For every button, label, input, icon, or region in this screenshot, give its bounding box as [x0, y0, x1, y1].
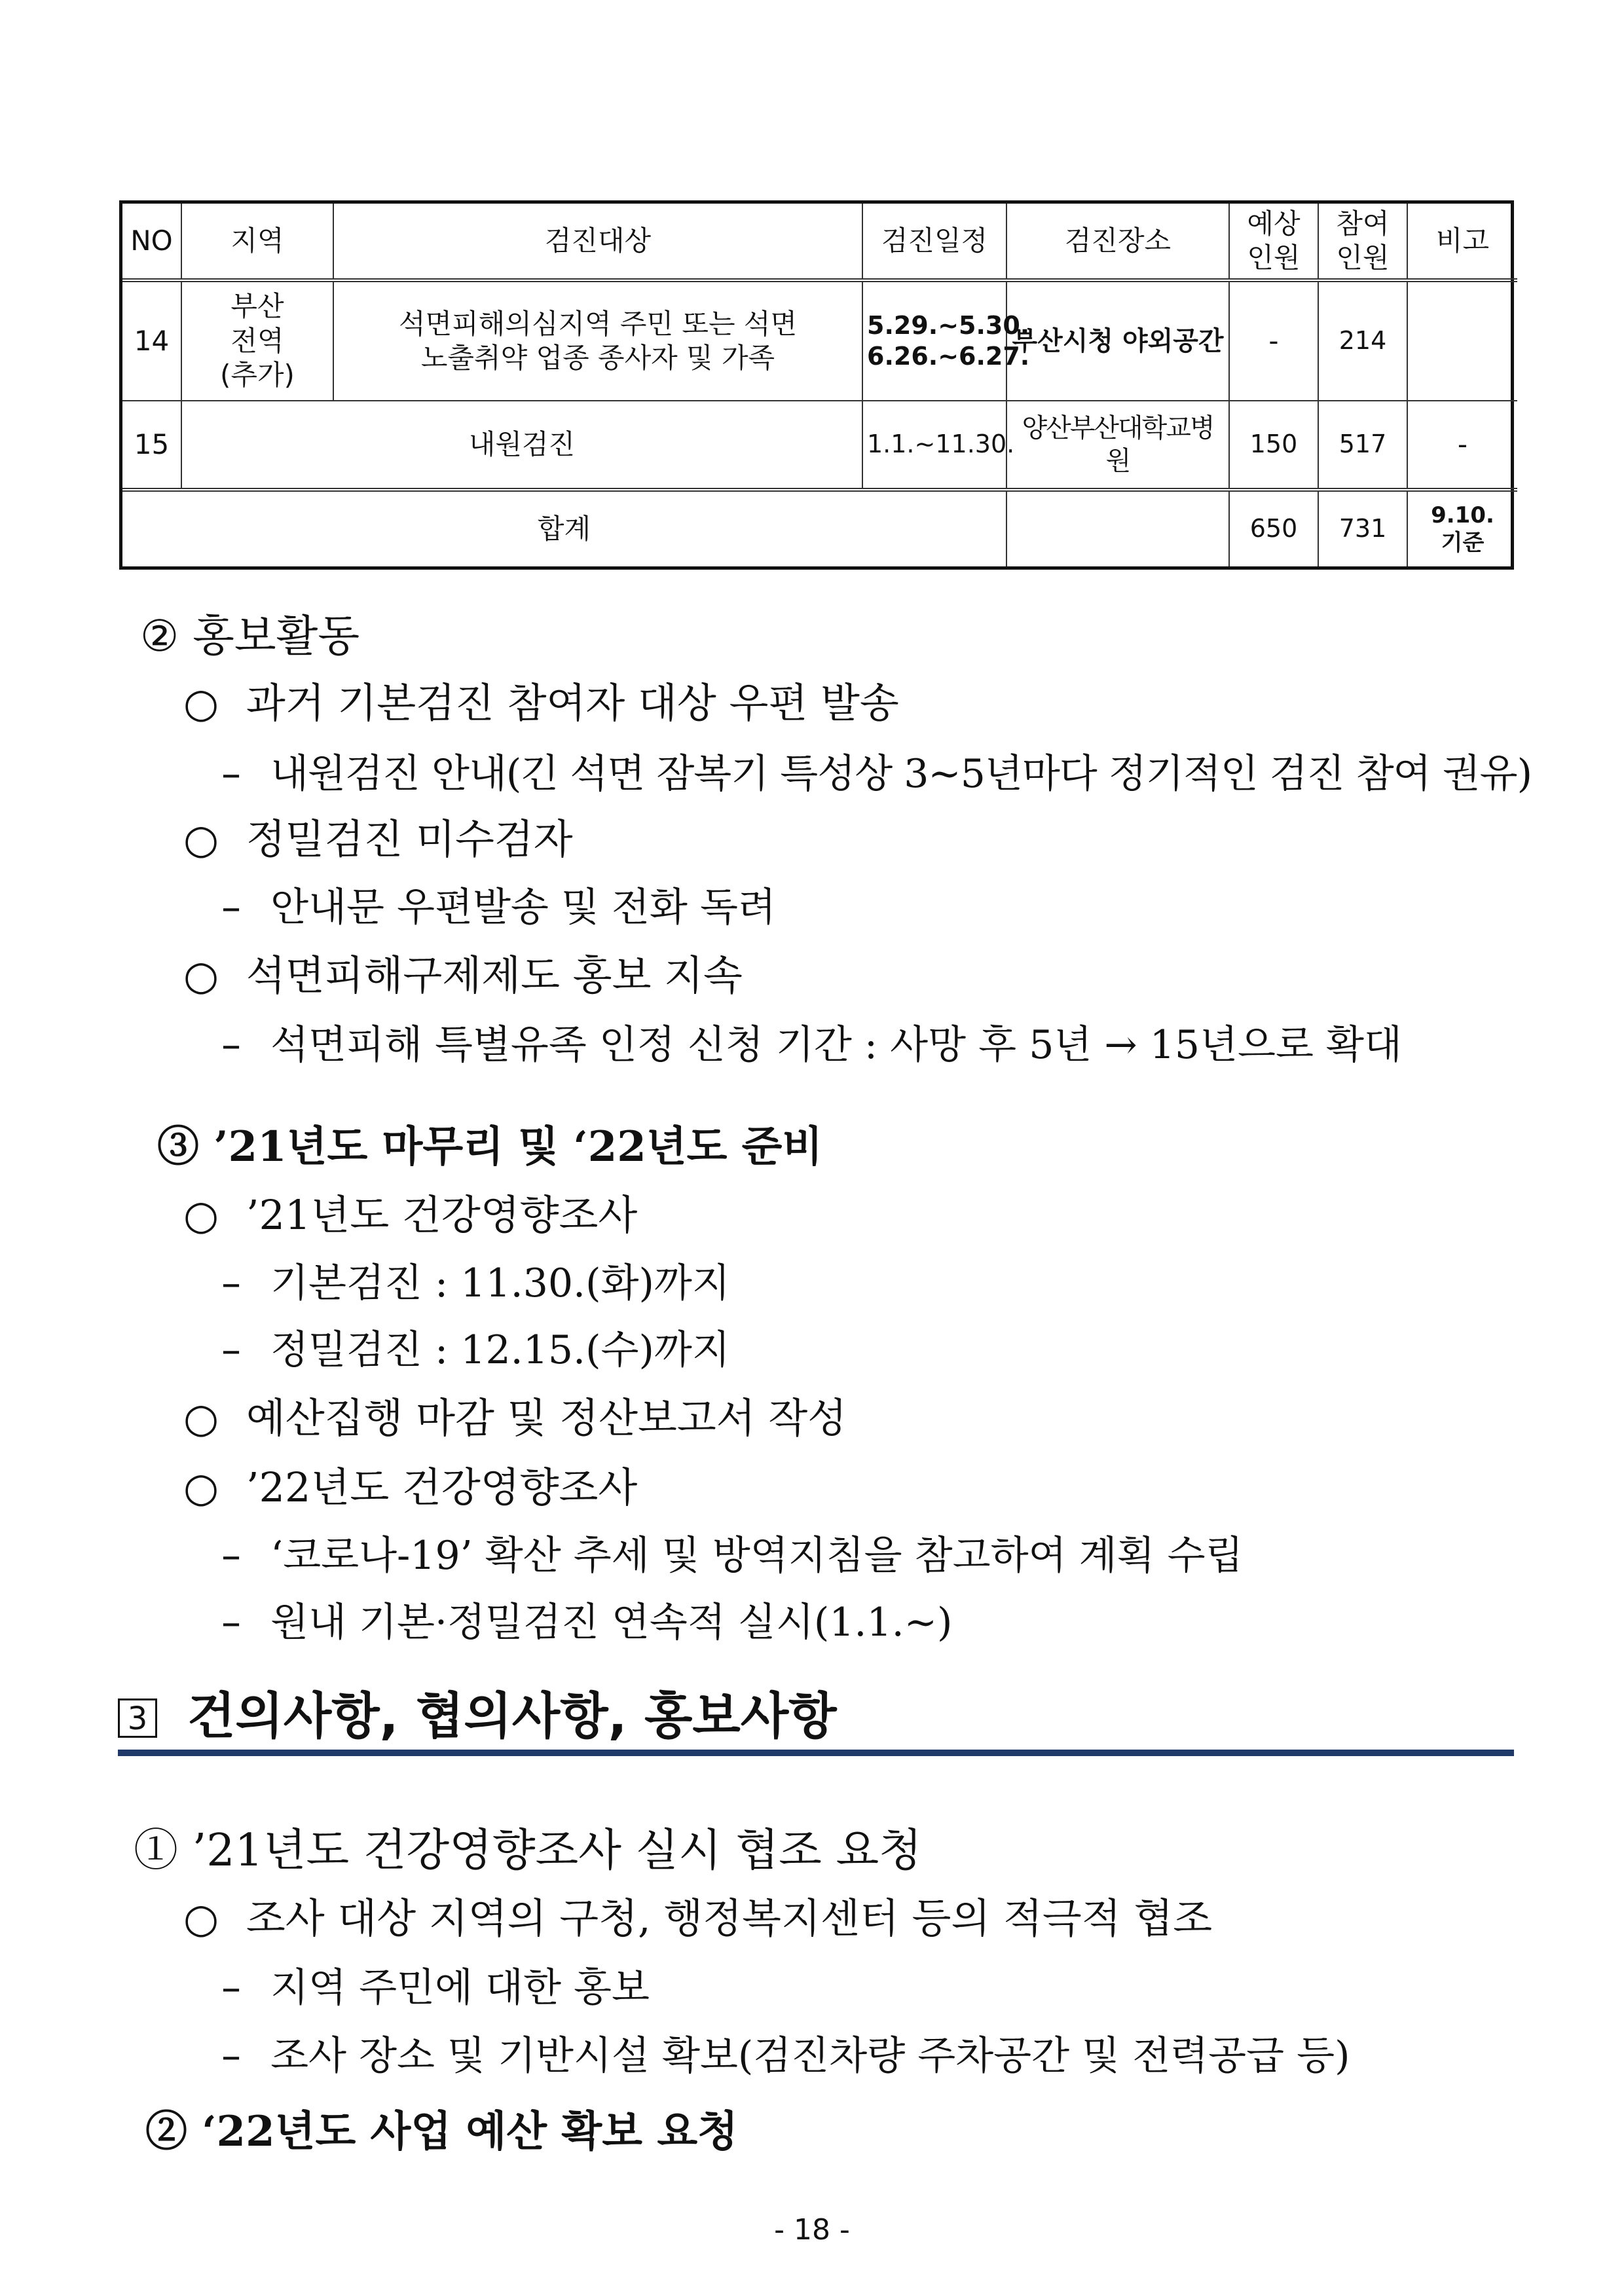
table-total-row: [122, 490, 1517, 566]
col-header-region: 지역: [181, 204, 333, 280]
cell-total-expected: 650: [1229, 490, 1318, 566]
screening-table: [119, 200, 1514, 570]
section-heading: [118, 1676, 837, 1748]
item-text: 기본검진 : 11.30.(화)까지: [270, 1260, 730, 1306]
item-text: 정밀검진 : 12.15.(수)까지: [270, 1327, 730, 1373]
request-item: [183, 1886, 1212, 1944]
wrapup-title: ③ ’21년도 마무리 및 ‘22년도 준비: [157, 1122, 823, 1171]
cell-actual: 517: [1318, 401, 1407, 490]
col-header-place: 검진장소: [1006, 204, 1229, 280]
request-subitem: [221, 1956, 650, 2013]
circle-bullet: ○: [183, 1191, 219, 1239]
wrapup-subitem: [221, 1319, 730, 1375]
cell-place: 양산부산대학교병원: [1006, 401, 1229, 490]
col-header-no: NO: [122, 204, 181, 280]
wrapup-subitem: [221, 1524, 1244, 1581]
table-row: [122, 280, 1517, 401]
item-text: 조사 대상 지역의 구청, 행정복지센터 등의 적극적 협조: [246, 1894, 1213, 1942]
wrapup-item: [183, 1183, 637, 1241]
cell-schedule: 5.29.~5.30. 6.26.~6.27.: [862, 280, 1006, 401]
promo-subitem: [221, 1014, 1402, 1070]
col-header-target: 검진대상: [333, 204, 862, 280]
dash-bullet: –: [221, 2033, 241, 2079]
dash-bullet: –: [221, 1533, 241, 1579]
cell-expected: -: [1229, 280, 1318, 401]
section-number-box: 3: [118, 1698, 157, 1738]
circle-bullet: ○: [183, 815, 219, 863]
cell-total-label: 합계: [122, 490, 1006, 566]
col-header-actual: 참여 인원: [1318, 204, 1407, 280]
request-sub1-title: ① ’21년도 건강영향조사 실시 협조 요청: [134, 1825, 922, 1877]
cell-region: 부산 전역 (추가): [181, 280, 333, 401]
table-header-row: [122, 204, 1517, 280]
cell-note: [1407, 280, 1517, 401]
cell-expected: 150: [1229, 401, 1318, 490]
promo-subitem: [221, 876, 776, 932]
wrapup-item: [183, 1386, 847, 1444]
item-text: 정밀검진 미수검자: [246, 815, 573, 863]
col-header-schedule: 검진일정: [862, 204, 1006, 280]
wrapup-subitem: [221, 1252, 730, 1308]
cell-place: 부산시청 야외공간: [1006, 280, 1229, 401]
item-text: 지역 주민에 대한 홍보: [270, 1965, 650, 2011]
item-text: 석면피해 특별유족 인정 신청 기간 : 사망 후 5년 → 15년으로 확대: [270, 1022, 1402, 1068]
item-text: 조사 장소 및 기반시설 확보(검진차량 주차공간 및 전력공급 등): [270, 2033, 1350, 2079]
dash-bullet: –: [221, 1022, 241, 1068]
circle-bullet: ○: [183, 1894, 219, 1942]
cell-actual: 214: [1318, 280, 1407, 401]
cell-no: 15: [122, 401, 181, 490]
cell-total-place: [1006, 490, 1229, 566]
section-divider: [118, 1750, 1514, 1756]
cell-note: -: [1407, 401, 1517, 490]
promo-title: ② 홍보활동: [140, 611, 360, 661]
wrapup-item: [183, 1455, 637, 1513]
item-text: ’22년도 건강영향조사: [246, 1463, 638, 1511]
item-text: 내원검진 안내(긴 석면 잠복기 특성상 3~5년마다 정기적인 검진 참여 권유): [270, 751, 1532, 797]
item-text: 안내문 우편발송 및 전화 독려: [270, 885, 776, 930]
request-subitem: [221, 2025, 1350, 2081]
dash-bullet: –: [221, 1327, 241, 1373]
cell-target: 내원검진: [181, 401, 862, 490]
promo-item: [183, 943, 743, 1001]
promo-item: [183, 670, 899, 729]
cell-target: 석면피해의심지역 주민 또는 석면 노출취약 업종 종사자 및 가족: [333, 280, 862, 401]
cell-no: 14: [122, 280, 181, 401]
cell-schedule: 1.1.~11.30.: [862, 401, 1006, 490]
circle-bullet: ○: [183, 1463, 219, 1511]
item-text: 석면피해구제제도 홍보 지속: [246, 951, 743, 999]
dash-bullet: –: [221, 1965, 241, 2011]
item-text: ’21년도 건강영향조사: [246, 1191, 638, 1239]
dash-bullet: –: [221, 1600, 241, 1645]
dash-bullet: –: [221, 751, 241, 797]
wrapup-subitem: [221, 1591, 952, 1647]
section-heading-text: 건의사항, 협의사항, 홍보사항: [187, 1687, 837, 1745]
promo-subitem: [221, 743, 1532, 799]
promo-item: [183, 807, 573, 865]
request-sub2-title: ② ‘22년도 사업 예산 확보 요청: [145, 2107, 738, 2156]
dash-bullet: –: [221, 885, 241, 930]
circle-bullet: ○: [183, 679, 219, 727]
col-header-expected: 예상 인원: [1229, 204, 1318, 280]
page-number: - 18 -: [774, 2213, 850, 2247]
circle-bullet: ○: [183, 951, 219, 999]
item-text: 원내 기본·정밀검진 연속적 실시(1.1.~): [270, 1600, 953, 1645]
cell-total-note: 9.10. 기준: [1407, 490, 1517, 566]
item-text: 과거 기본검진 참여자 대상 우편 발송: [246, 679, 899, 727]
dash-bullet: –: [221, 1260, 241, 1306]
circle-bullet: ○: [183, 1394, 219, 1442]
table-row: [122, 401, 1517, 490]
col-header-note: 비고: [1407, 204, 1517, 280]
item-text: ‘코로나-19’ 확산 추세 및 방역지침을 참고하여 계획 수립: [270, 1533, 1244, 1579]
cell-total-actual: 731: [1318, 490, 1407, 566]
item-text: 예산집행 마감 및 정산보고서 작성: [246, 1394, 847, 1442]
